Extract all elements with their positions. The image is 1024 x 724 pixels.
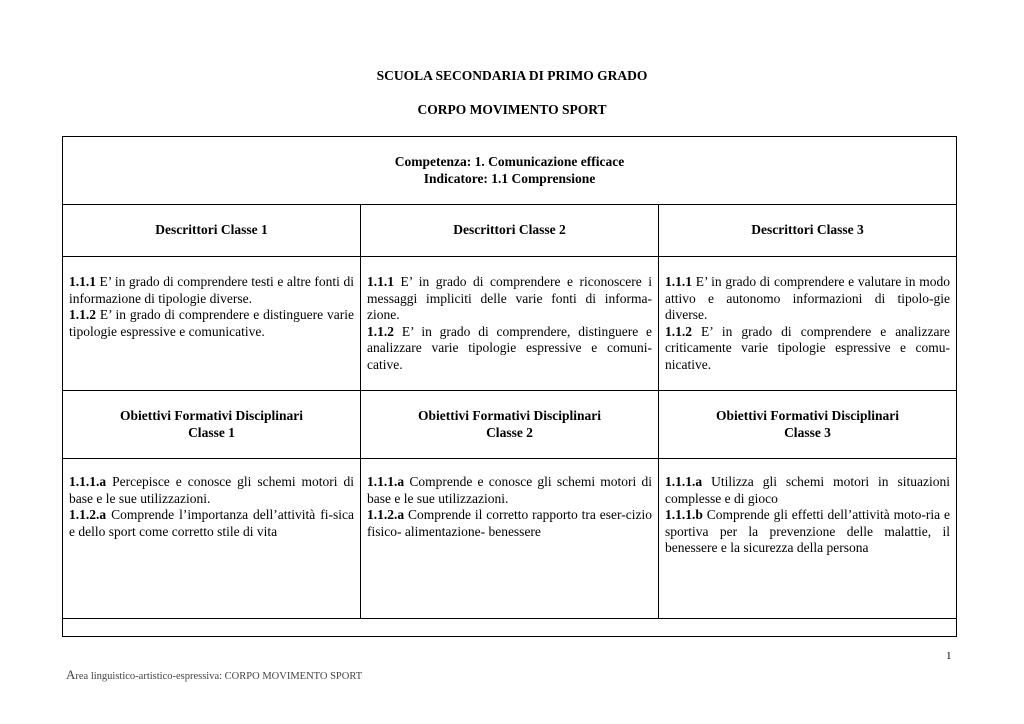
objectives-row xyxy=(63,459,957,619)
empty-cell xyxy=(63,619,957,637)
descriptor-item: 1.1.2 E’ in grado di comprendere e analizzare criticamente varie tipologie espressive e comu-nicative. xyxy=(665,323,950,372)
objectives-header-2: Obiettivi Formativi Disciplinari Classe 2 xyxy=(361,391,659,459)
descriptor-item: 1.1.2 E’ in grado di comprendere, distinguere e analizzare varie tipologie espressive e comuni-cative. xyxy=(367,323,652,372)
indicator-label: Indicatore: 1.1 Comprensione xyxy=(423,170,596,186)
objective-item: 1.1.1.b Comprende gli effetti dell’attività moto-ria e sportiva per la prevenzione delle malattie, il benessere e la sicurezza della persona xyxy=(665,507,950,556)
descriptors-cell-1 xyxy=(63,257,361,391)
objectives-cell-1 xyxy=(63,459,361,619)
competence-row xyxy=(63,137,957,205)
objectives-header-3: Obiettivi Formativi Disciplinari Classe 3 xyxy=(659,391,957,459)
objective-item: 1.1.2.a Comprende l’importanza dell’attività fi-sica e dello sport come corretto stile di vita xyxy=(69,507,354,539)
descriptors-cell-3 xyxy=(659,257,957,391)
objective-item: 1.1.1.a Percepisce e conosce gli schemi motori di base e le sue utilizzazioni. xyxy=(69,474,354,506)
subject-title: CORPO MOVIMENTO SPORT xyxy=(417,102,607,117)
descriptor-item: 1.1.1 E’ in grado di comprendere e valutare in modo attivo e autonomo informazioni di tipolo-gie diverse. xyxy=(665,274,950,323)
descriptors-cell-2 xyxy=(361,257,659,391)
descriptor-item: 1.1.2 E’ in grado di comprendere e distinguere varie tipologie espressive e comunicative. xyxy=(69,307,354,339)
objective-item: 1.1.2.a Comprende il corretto rapporto tra eser-cizio fisico- alimentazione- benessere xyxy=(367,507,652,539)
objectives-cell-2 xyxy=(361,459,659,619)
school-title: SCUOLA SECONDARIA DI PRIMO GRADO xyxy=(376,68,648,83)
descriptor-item: 1.1.1 E’ in grado di comprendere testi e altre fonti di informazione di tipologie diverse. xyxy=(69,274,354,306)
page-number: 1 xyxy=(946,650,952,662)
descriptors-header-1: Descrittori Classe 1 xyxy=(63,205,361,257)
descriptor-item: 1.1.1 E’ in grado di comprendere e riconoscere i messaggi impliciti delle varie fonti di informa-zione. xyxy=(367,274,652,323)
objectives-header-1: Obiettivi Formativi Disciplinari Classe 1 xyxy=(63,391,361,459)
descriptors-header-row xyxy=(63,205,957,257)
competence-label: Competenza: 1. Comunicazione efficace xyxy=(394,153,625,169)
competence-cell xyxy=(63,137,957,205)
descriptors-header-2: Descrittori Classe 2 xyxy=(361,205,659,257)
empty-row xyxy=(63,619,957,637)
objective-item: 1.1.1.a Utilizza gli schemi motori in situazioni complesse e di gioco xyxy=(665,474,950,506)
descriptors-header-3: Descrittori Classe 3 xyxy=(659,205,957,257)
objectives-header-row xyxy=(63,391,957,459)
objective-item: 1.1.1.a Comprende e conosce gli schemi motori di base e le sue utilizzazioni. xyxy=(367,474,652,506)
objectives-cell-3 xyxy=(659,459,957,619)
footer-text: Area linguistico-artistico-espressiva: CORPO MOVIMENTO SPORT xyxy=(66,667,363,682)
curriculum-table xyxy=(62,136,957,637)
descriptors-row xyxy=(63,257,957,391)
